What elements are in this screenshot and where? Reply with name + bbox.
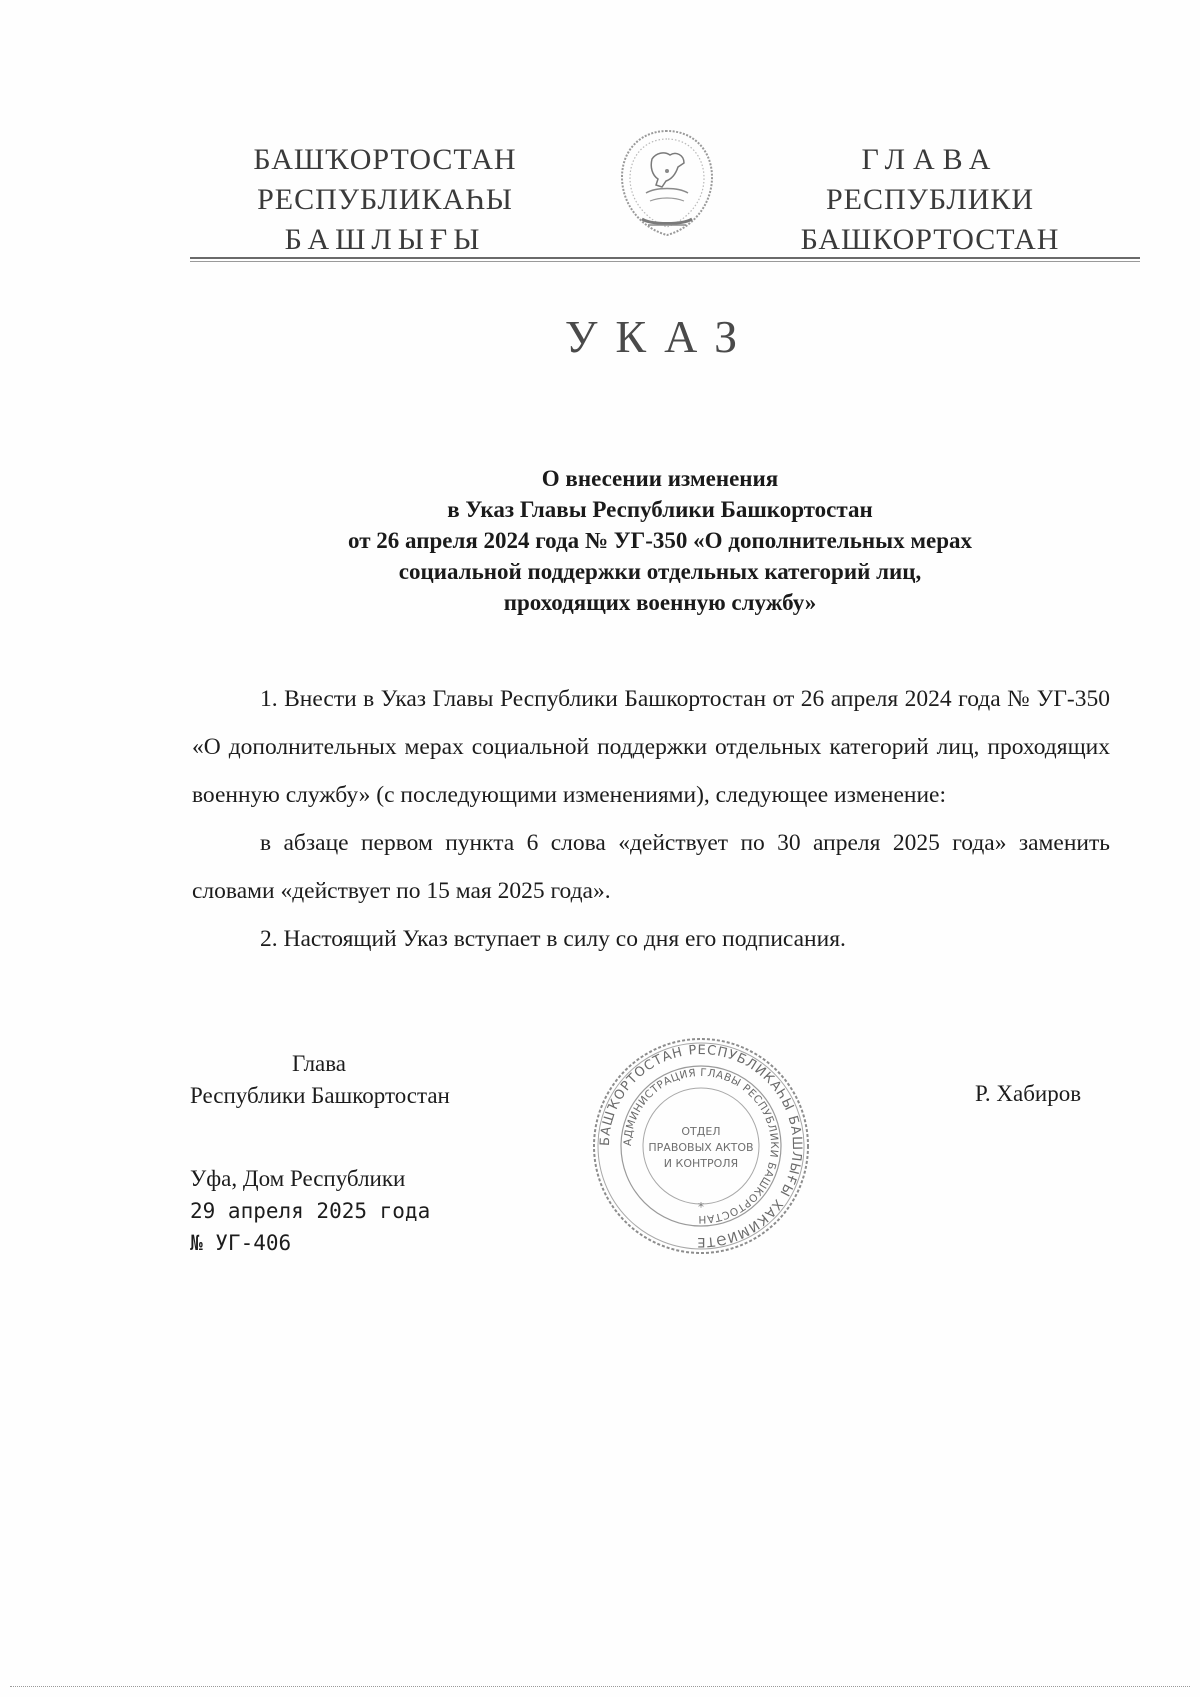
signatory-title-line-1: Глава	[292, 1051, 347, 1076]
header-divider	[190, 257, 1140, 262]
header-russian	[790, 140, 1070, 260]
body-paragraph-1: 1. Внести в Указ Главы Республики Башкортостан от 26 апреля 2024 года № УГ-350 «О дополнительных мерах социальной поддержки отдельных категорий лиц, проходящих военную службу» (с последующими изменениями), следующее изменение:	[192, 686, 1110, 808]
seal-center-line-3: И КОНТРОЛЯ	[663, 1157, 739, 1170]
official-seal-stamp	[590, 1035, 812, 1257]
seal-star-glyph: *	[698, 1200, 704, 1214]
signatory-title	[190, 1048, 510, 1112]
subject-line: проходящих военную службу»	[503, 590, 817, 615]
signatory-title-line-2: Республики Башкортостан	[190, 1083, 450, 1108]
subject-line: социальной поддержки отдельных категорий лиц,	[398, 559, 922, 584]
header-bashkir-line-1: БАШҠОРТОСТАН	[253, 143, 517, 176]
signatory-name: Р. Хабиров	[975, 1081, 1082, 1106]
body-paragraph-3: 2. Настоящий Указ вступает в силу со дня его подписания.	[260, 926, 846, 952]
subject-line: в Указ Главы Республики Башкортостан	[447, 497, 873, 522]
scan-edge-line	[10, 1686, 1190, 1687]
document-number: № УГ-406	[190, 1231, 292, 1255]
header-bashkir-line-2: РЕСПУБЛИКАҺЫ	[257, 183, 513, 216]
header-bashkir	[240, 140, 530, 260]
header-russian-line-1: ГЛАВА	[861, 143, 999, 176]
seal-inner-text: АДМИНИСТРАЦИЯ ГЛАВЫ РЕСПУБЛИКИ БАШКОРТОСТАН	[621, 1066, 781, 1226]
seal-center-line-1: ОТДЕЛ	[681, 1125, 721, 1138]
header-bashkir-line-3: БАШЛЫҒЫ	[284, 223, 486, 256]
signing-place: Уфа, Дом Республики	[190, 1166, 406, 1191]
seal-center-line-2: ПРАВОВЫХ АКТОВ	[648, 1141, 754, 1154]
subject-line: от 26 апреля 2024 года № УГ-350 «О дополнительных мерах	[348, 528, 972, 553]
document-subject	[250, 463, 1070, 618]
seal-outer-text: БАШҠОРТОСТАН РЕСПУБЛИКАҺЫ БАШЛЫҒЫ ХАКИМИӘТЕ	[597, 1042, 805, 1250]
signing-date: 29 апреля 2025 года	[190, 1199, 431, 1223]
header-russian-line-2: РЕСПУБЛИКИ	[825, 183, 1035, 216]
body-paragraph-2: в абзаце первом пункта 6 слова «действует по 30 апреля 2025 года» заменить словами «действует по 15 мая 2025 года».	[192, 830, 1110, 904]
header-russian-line-3: БАШКОРТОСТАН	[800, 223, 1060, 256]
place-date-block	[190, 1163, 430, 1259]
subject-line: О внесении изменения	[541, 466, 779, 491]
document-type-title: УКАЗ	[564, 311, 756, 362]
document-body	[192, 675, 1110, 963]
coat-of-arms-emblem	[612, 125, 722, 241]
